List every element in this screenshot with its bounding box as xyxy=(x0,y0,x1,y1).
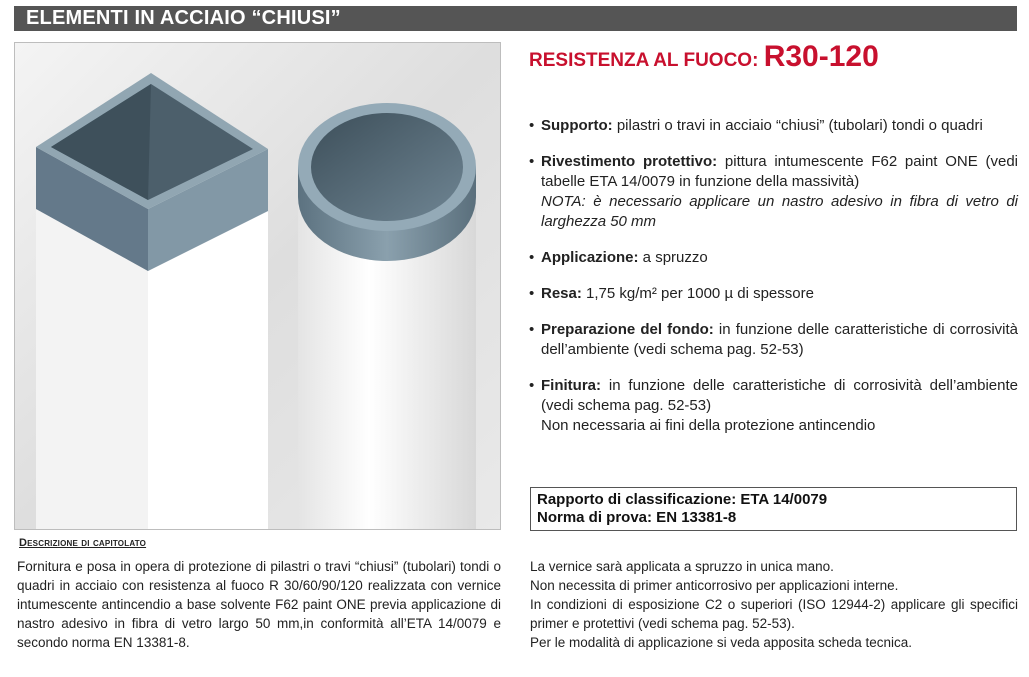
spec-item-rivestimento: • Rivestimento protettivo: pittura intumescente F62 paint ONE (vedi tabelle ETA 14/0079 in funzione della massività) NOTA: è necessario applicare un nastro adesivo in fibra di vetro di larghezza 50 mm xyxy=(529,152,1018,232)
fire-resistance-value: R30-120 xyxy=(763,40,879,73)
classification-report: Rapporto di classificazione: ETA 14/0079 xyxy=(537,491,828,508)
fire-resistance-heading xyxy=(529,40,879,74)
classification-box xyxy=(530,487,1017,531)
note-line: La vernice sarà applicata a spruzzo in unica mano. xyxy=(530,559,834,574)
description-title: Descrizione di capitolato xyxy=(19,537,147,549)
description-text: Fornitura e posa in opera di protezione di pilastri o travi “chiusi” (tubolari) tondi o quadri in acciaio con resistenza al fuoco R 30/60/90/120 realizzata con vernice intumescente antincendio a base solvente F62 paint ONE previa applicazione di nastro adesivo in fibra di vetro largo 50 mm,in conformità all’ETA 14/0079 e secondo norma EN 13381-8. xyxy=(17,559,501,650)
note-line: Non necessita di primer anticorrosivo per applicazioni interne. xyxy=(530,578,899,593)
note-line: Per le modalità di applicazione si veda apposita scheda tecnica. xyxy=(530,635,912,650)
spec-extra: Non necessaria ai fini della protezione antincendio xyxy=(541,417,876,434)
spec-item-finitura: • Finitura: in funzione delle caratteristiche di corrosività dell’ambiente (vedi schema pag. 52-53) Non necessaria ai fini della protezione antincendio xyxy=(529,376,1018,436)
spec-item-preparazione: • Preparazione del fondo: in funzione delle caratteristiche di corrosività dell’ambiente (vedi schema pag. 52-53) xyxy=(529,320,1018,360)
spec-item-supporto: • Supporto: pilastri o travi in acciaio “chiusi” (tubolari) tondi o quadri xyxy=(529,116,1018,136)
note-line: In condizioni di esposizione C2 o superiori (ISO 12944-2) applicare gli specifici primer e protettivi (vedi schema pag. 52-53). xyxy=(530,597,1018,631)
spec-list xyxy=(529,116,1018,452)
spec-note: NOTA: è necessario applicare un nastro adesivo in fibra di vetro di larghezza 50 mm xyxy=(541,193,1018,230)
steel-profiles-illustration xyxy=(14,42,501,530)
spec-item-resa: • Resa: 1,75 kg/m² per 1000 µ di spessore xyxy=(529,284,1018,304)
spec-item-applicazione: • Applicazione: a spruzzo xyxy=(529,248,1018,268)
application-notes xyxy=(530,557,1018,652)
square-tube-icon xyxy=(36,73,268,529)
fire-resistance-label: RESISTENZA AL FUOCO: xyxy=(529,50,764,71)
section-header xyxy=(14,6,1017,31)
round-tube-icon xyxy=(298,103,476,529)
section-title: ELEMENTI IN ACCIAIO “CHIUSI” xyxy=(26,7,341,29)
test-standard: Norma di prova: EN 13381-8 xyxy=(537,509,737,526)
